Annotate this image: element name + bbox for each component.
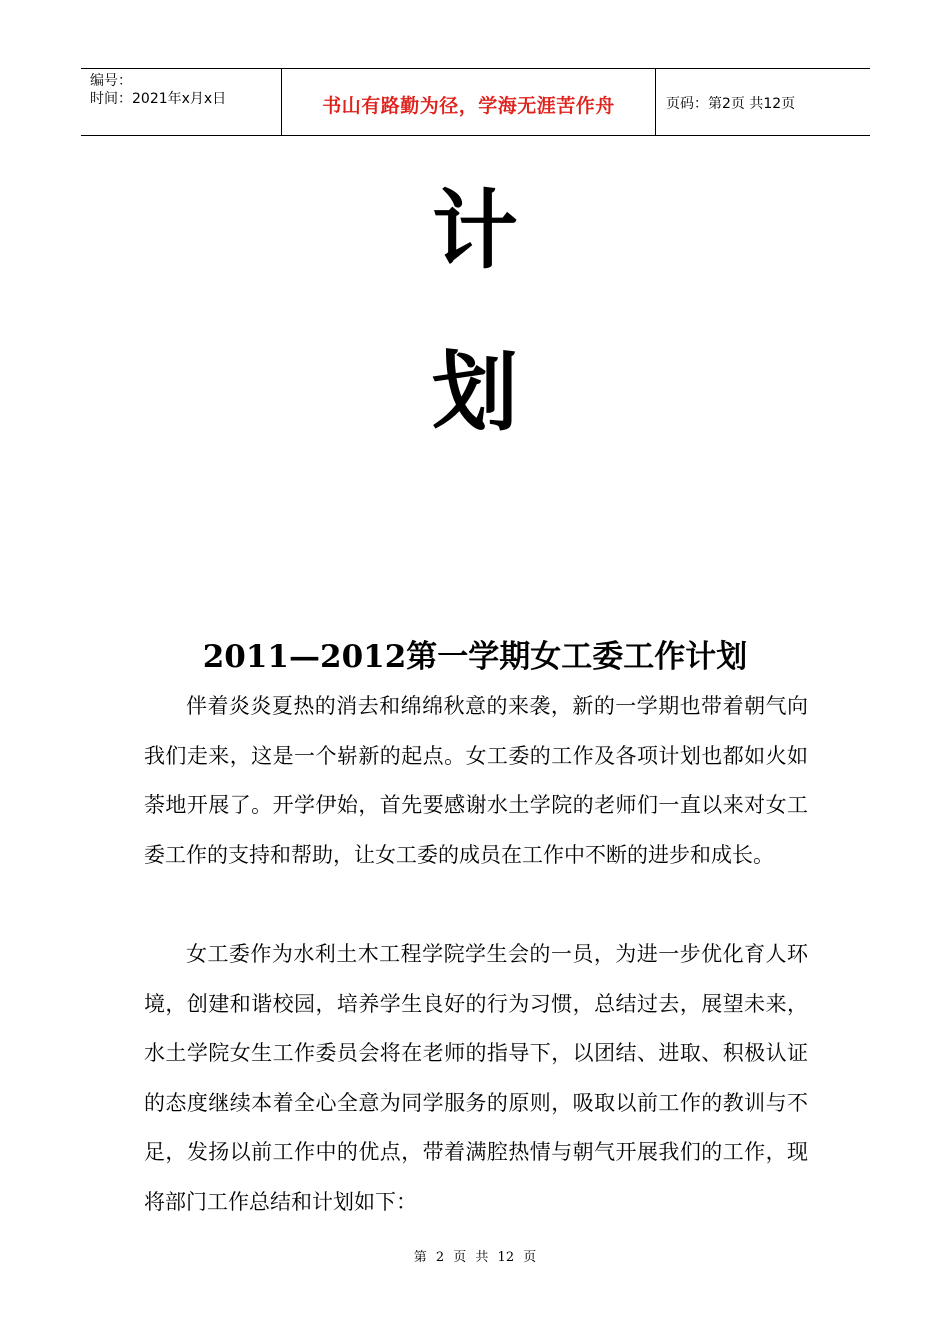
header-page-cell <box>656 69 870 135</box>
header-motto: 书山有路勤为径，学海无涯苦作舟 <box>322 94 615 117</box>
cover-char-1: 计 <box>432 180 518 281</box>
header-page-info: 页码：第2页 共12页 <box>666 96 796 112</box>
document-title: 2011—2012第一学期女工委工作计划 <box>202 639 748 675</box>
paragraph-2: 女工委作为水利土木工程学院学生会的一员，为进一步优化育人环境，创建和谐校园，培养学生良好的行为习惯，总结过去，展望未来，水土学院女生工作委员会将在老师的指导下，以团结、进取、积极认证的态度继续本着全心全意为同学服务的原则，吸取以前工作的教训与不足，发扬以前工作中的优点，带着满腔热情与朝气开展我们的工作，现将部门工作总结和计划如下： <box>144 942 808 1214</box>
header-motto-cell <box>282 69 656 135</box>
page-footer: 第 2 页 共 12 页 <box>413 1250 537 1265</box>
time-label: 时间：2021年x月x日 <box>90 91 227 107</box>
document-header <box>81 68 870 136</box>
cover-char-2: 划 <box>432 342 518 443</box>
header-meta-cell <box>81 69 282 135</box>
number-label: 编号： <box>90 73 132 89</box>
paragraph-1: 伴着炎炎夏热的消去和绵绵秋意的来袭，新的一学期也带着朝气向我们走来，这是一个崭新的起点。女工委的工作及各项计划也都如火如荼地开展了。开学伊始，首先要感谢水土学院的老师们一直以来对女工委工作的支持和帮助，让女工委的成员在工作中不断的进步和成长。 <box>144 694 808 867</box>
